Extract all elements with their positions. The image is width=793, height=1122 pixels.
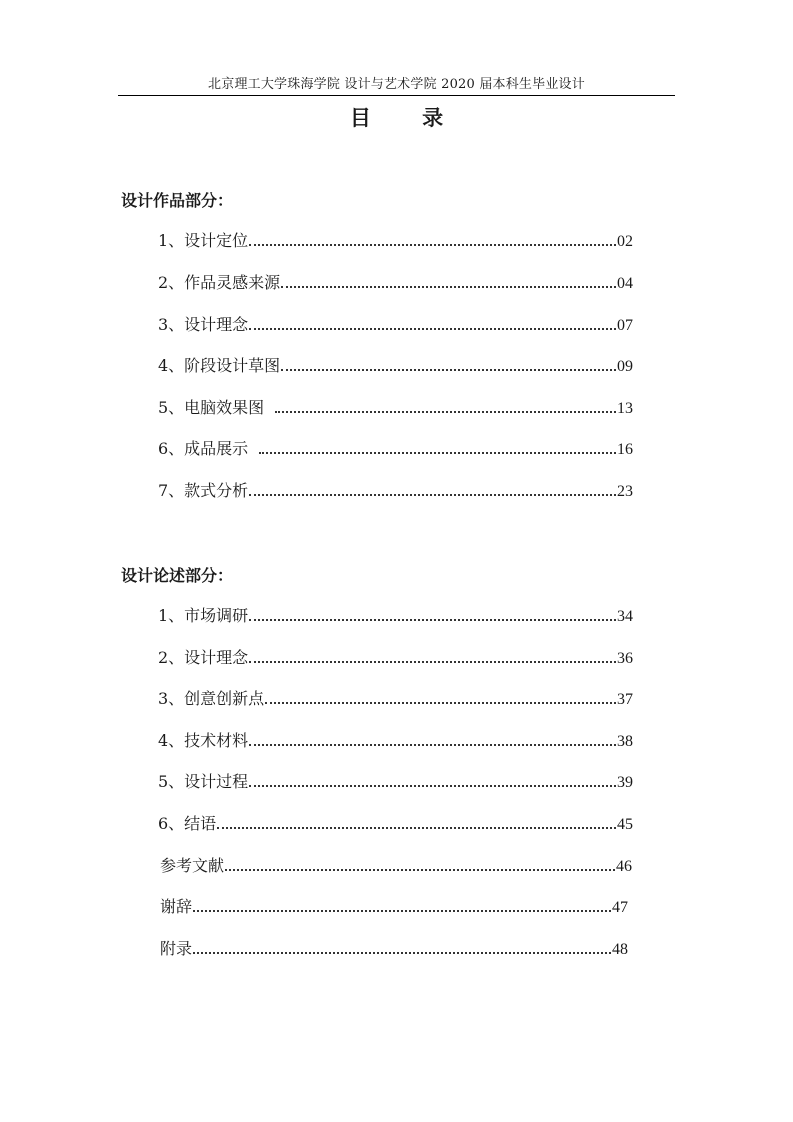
- toc-entry-page: 07: [617, 317, 633, 334]
- toc-entry-page: 45: [617, 816, 633, 833]
- toc-entry-page: 23: [617, 483, 633, 500]
- toc-entry-label: 4、技术材料: [158, 731, 249, 750]
- toc-entry[interactable]: [158, 396, 633, 421]
- toc-entry-page: 37: [617, 691, 633, 708]
- toc-leader-dots: [225, 869, 615, 871]
- toc-entry-label: 3、创意创新点: [158, 689, 265, 708]
- toc-entry-label: 1、设计定位: [158, 231, 249, 250]
- toc-entry-page: 09: [617, 358, 633, 375]
- toc-entry[interactable]: [158, 479, 633, 504]
- toc-entry[interactable]: [160, 854, 632, 879]
- toc-entry-page: 34: [617, 608, 633, 625]
- toc-entry[interactable]: [158, 604, 633, 629]
- toc-leader-dots: [265, 702, 616, 704]
- toc-entry-page: 48: [612, 941, 628, 958]
- toc-entry[interactable]: [158, 687, 633, 712]
- section-heading-works: 设计作品部分：: [121, 191, 234, 210]
- toc-entry-label: 3、设计理念: [158, 315, 249, 334]
- toc-entry-label: 4、阶段设计草图: [158, 356, 281, 375]
- toc-entry[interactable]: [158, 313, 633, 338]
- toc-entry[interactable]: [158, 354, 633, 379]
- toc-title: 目 录: [349, 106, 466, 130]
- toc-entry-label: 参考文献: [160, 856, 225, 875]
- toc-entry-page: 38: [617, 733, 633, 750]
- toc-entry[interactable]: [158, 812, 633, 837]
- toc-leader-dots: [249, 744, 616, 746]
- toc-entry-page: 47: [612, 899, 628, 916]
- toc-entry-page: 16: [617, 441, 633, 458]
- page-header: 北京理工大学珠海学院 设计与艺术学院 2020 届本科生毕业设计: [208, 77, 585, 92]
- toc-leader-dots: [249, 328, 616, 330]
- section-heading-essay: 设计论述部分：: [121, 566, 234, 585]
- toc-entry[interactable]: [160, 937, 628, 962]
- toc-entry[interactable]: [158, 646, 633, 671]
- toc-entry-label: 谢辞: [160, 897, 193, 916]
- toc-entry[interactable]: [158, 271, 633, 296]
- toc-entry-page: 46: [616, 858, 632, 875]
- toc-entry-label: 2、作品灵感来源: [158, 273, 281, 292]
- toc-leader-dots: [249, 661, 616, 663]
- toc-entry-page: 36: [617, 650, 633, 667]
- toc-entry-page: 02: [617, 233, 633, 250]
- toc-leader-dots: [249, 494, 616, 496]
- toc-entry-label: 7、款式分析: [158, 481, 249, 500]
- toc-entry-label: 2、设计理念: [158, 648, 249, 667]
- toc-leader-dots: [193, 952, 611, 954]
- toc-entry-label: 附录: [160, 939, 193, 958]
- toc-leader-dots: [249, 244, 616, 246]
- toc-leader-dots: [259, 452, 616, 454]
- toc-leader-dots: [281, 369, 616, 371]
- toc-leader-dots: [275, 411, 616, 413]
- toc-entry[interactable]: [158, 229, 633, 254]
- toc-entry-page: 39: [617, 774, 633, 791]
- toc-entry[interactable]: [160, 895, 628, 920]
- toc-entry[interactable]: [158, 437, 633, 462]
- toc-entry-label: 6、结语: [158, 814, 217, 833]
- toc-leader-dots: [193, 910, 611, 912]
- toc-entry-label: 5、设计过程: [158, 772, 249, 791]
- toc-entry-label: 5、电脑效果图: [158, 398, 275, 417]
- toc-entry-page: 04: [617, 275, 633, 292]
- toc-entry[interactable]: [158, 770, 633, 795]
- toc-entry-label: 1、市场调研: [158, 606, 249, 625]
- toc-entry[interactable]: [158, 729, 633, 754]
- toc-leader-dots: [281, 286, 616, 288]
- toc-leader-dots: [249, 785, 616, 787]
- header-rule: [118, 95, 675, 96]
- toc-leader-dots: [249, 619, 616, 621]
- toc-leader-dots: [217, 827, 616, 829]
- toc-entry-page: 13: [617, 400, 633, 417]
- toc-entry-label: 6、成品展示: [158, 439, 259, 458]
